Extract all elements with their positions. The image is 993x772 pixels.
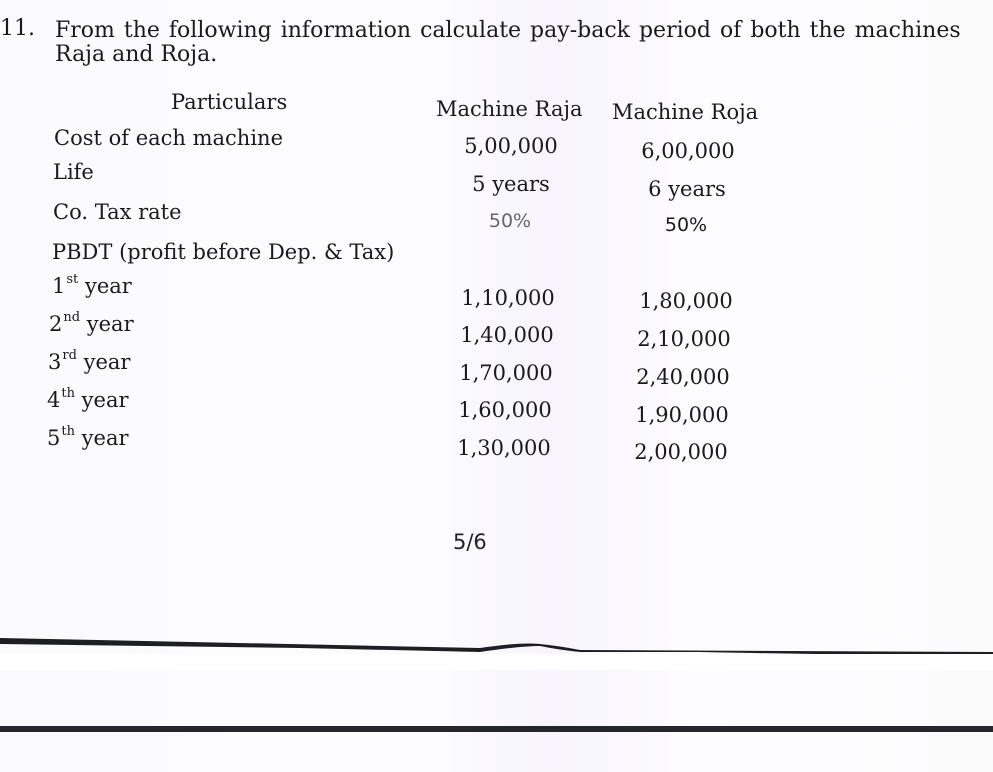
- roja-tax-rate: 50%: [664, 214, 708, 236]
- header-machine-raja: Machine Raja: [436, 97, 583, 121]
- question-text-line2: Raja and Roja.: [55, 42, 218, 67]
- row-label-tax-rate: Co. Tax rate: [53, 200, 182, 224]
- year-label-5: 5th year: [47, 424, 129, 450]
- bottom-dark-bar: [0, 726, 993, 732]
- raja-tax-rate: 50%: [488, 210, 532, 232]
- header-particulars: Particulars: [171, 90, 288, 114]
- page-marker: 5/6: [453, 530, 487, 554]
- row-label-life: Life: [53, 160, 94, 184]
- raja-year-5: 1,30,000: [457, 436, 551, 460]
- year-label-3: 3rd year: [48, 348, 131, 374]
- header-machine-roja: Machine Roja: [612, 100, 759, 124]
- raja-life: 5 years: [472, 172, 550, 196]
- question-text-line1: From the following information calculate pay-back period of both the machines: [55, 18, 961, 43]
- roja-year-2: 2,10,000: [637, 327, 731, 351]
- question-number: 11.: [0, 16, 35, 41]
- raja-year-4: 1,60,000: [458, 398, 552, 422]
- raja-year-2: 1,40,000: [460, 323, 554, 347]
- roja-life: 6 years: [648, 177, 726, 201]
- raja-cost: 5,00,000: [464, 134, 558, 158]
- row-label-pbdt: PBDT (profit before Dep. & Tax): [52, 240, 395, 264]
- page-fold-edge: [0, 630, 993, 670]
- roja-year-4: 1,90,000: [635, 403, 729, 427]
- raja-year-3: 1,70,000: [459, 361, 553, 385]
- year-label-4: 4th year: [47, 386, 129, 412]
- roja-year-5: 2,00,000: [634, 440, 728, 464]
- roja-year-3: 2,40,000: [636, 365, 730, 389]
- year-label-2: 2nd year: [49, 310, 134, 336]
- year-label-1: 1st year: [52, 272, 132, 298]
- raja-year-1: 1,10,000: [461, 286, 555, 310]
- roja-cost: 6,00,000: [641, 139, 735, 163]
- roja-year-1: 1,80,000: [639, 289, 733, 313]
- row-label-cost: Cost of each machine: [54, 126, 283, 150]
